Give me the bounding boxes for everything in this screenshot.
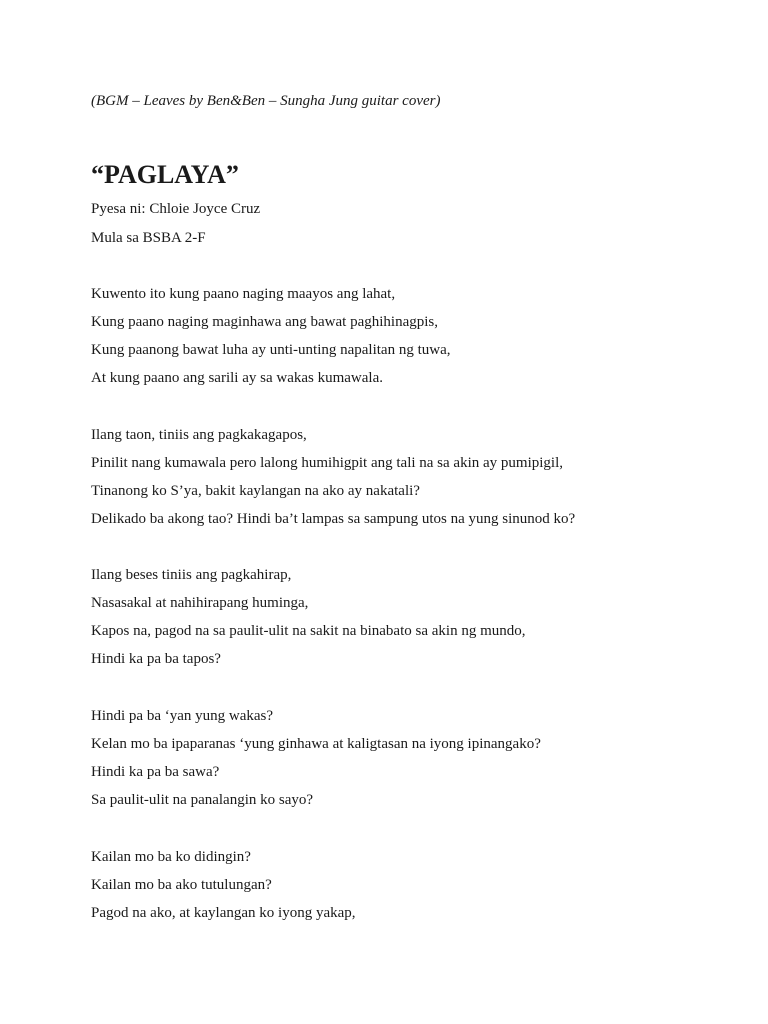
stanza-line: Pagod na ako, at kaylangan ko iyong yakap, [91, 905, 356, 921]
section-line: Mula sa BSBA 2-F [91, 230, 206, 246]
author-line: Pyesa ni: Chloie Joyce Cruz [91, 201, 261, 217]
stanza-line: Kailan mo ba ako tutulungan? [91, 877, 272, 893]
stanza-line: Sa paulit-ulit na panalangin ko sayo? [91, 792, 314, 808]
stanza-line: At kung paano ang sarili ay sa wakas kumawala. [91, 370, 383, 386]
stanza-line: Kung paanong bawat luha ay unti-unting napalitan ng tuwa, [91, 342, 451, 358]
stanza-line: Kuwento ito kung paano naging maayos ang lahat, [91, 286, 396, 302]
stanza-line: Kapos na, pagod na sa paulit-ulit na sakit na binabato sa akin ng mundo, [91, 623, 526, 639]
stanza-line: Pinilit nang kumawala pero lalong humihigpit ang tali na sa akin ay pumipigil, [91, 455, 564, 471]
stanza-line: Delikado ba akong tao? Hindi ba’t lampas sa sampung utos na yung sinunod ko? [91, 511, 576, 527]
stanza-line: Hindi ka pa ba tapos? [91, 651, 221, 667]
poem-title: “PAGLAYA” [91, 160, 239, 189]
stanza-line: Ilang taon, tiniis ang pagkakagapos, [91, 427, 307, 443]
bgm-note: (BGM – Leaves by Ben&Ben – Sungha Jung guitar cover) [91, 93, 441, 109]
stanza-line: Kailan mo ba ko didingin? [91, 849, 251, 865]
stanza-line: Kung paano naging maginhawa ang bawat paghihinagpis, [91, 314, 438, 330]
stanza-line: Ilang beses tiniis ang pagkahirap, [91, 567, 292, 583]
stanza-line: Kelan mo ba ipaparanas ‘yung ginhawa at kaligtasan na iyong ipinangako? [91, 736, 541, 752]
stanza-line: Nasasakal at nahihirapang huminga, [91, 595, 309, 611]
stanza-line: Hindi ka pa ba sawa? [91, 764, 220, 780]
stanza-line: Tinanong ko S’ya, bakit kaylangan na ako ay nakatali? [91, 483, 420, 499]
stanza-line: Hindi pa ba ‘yan yung wakas? [91, 708, 274, 724]
